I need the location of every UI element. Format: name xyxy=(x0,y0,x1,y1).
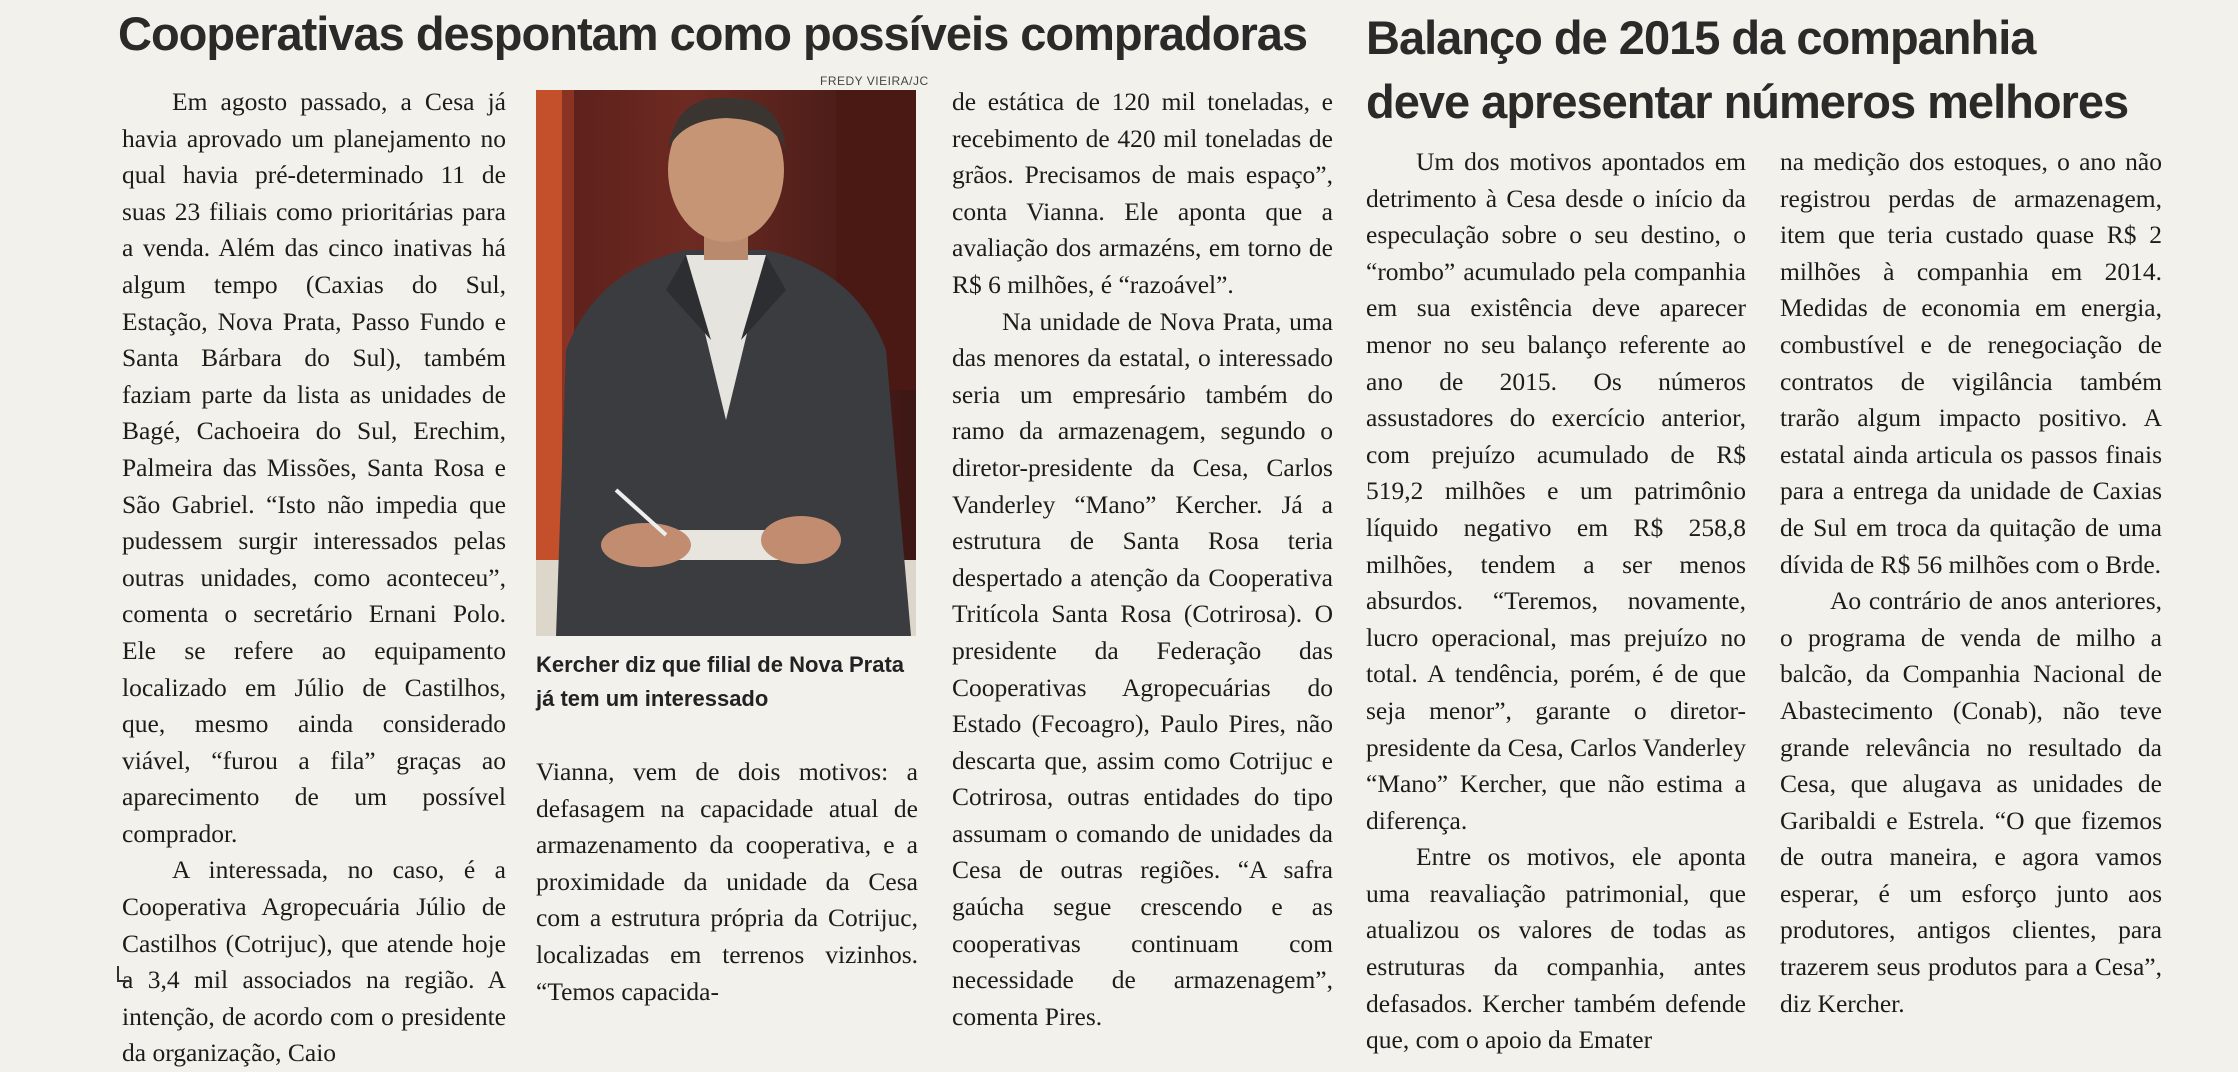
photo-man-at-desk xyxy=(536,90,916,636)
paragraph: Ao contrário de anos anteriores, o programa de venda de milho a balcão, da Companhia Nacional de Abastecimento (Conab), não teve grande relevância no resultado da Cesa, que alugava as unidades de Garibaldi e Estrela. “O que fizemos de outra maneira, e agora vamos esperar, é um esforço junto aos produtores, antigos clientes, para trazerem seus produtos para a Cesa”, diz Kercher. xyxy=(1780,586,2162,1018)
article2-headline xyxy=(1366,6,2128,134)
paragraph: A interessada, no caso, é a Cooperativa Agropecuária Júlio de Castilhos (Cotrijuc), que atende hoje a 3,4 mil associados na região. A intenção, de acordo com o presidente da organização, Caio xyxy=(122,855,506,1068)
paragraph: Em agosto passado, a Cesa já havia aprovado um planejamento no qual havia pré-determinado 11 de suas 23 filiais como prioritárias para a venda. Além das cinco inativas há algum tempo (Caxias do Sul, Estação, Nova Prata, Passo Fundo e Santa Bárbara do Sul), também faziam parte da lista as unidades de Bagé, Cachoeira do Sul, Erechim, Palmeira das Missões, Santa Rosa e São Gabriel. “Isto não impedia que pudessem surgir interessados pelas outras unidades, como aconteceu”, comenta o secretário Ernani Polo. Ele se refere ao equipamento localizado em Júlio de Castilhos, que, mesmo ainda considerado viável, “furou a fila” graças ao aparecimento de um possível comprador. xyxy=(122,87,506,848)
paragraph: Na unidade de Nova Prata, uma das menores da estatal, o interessado seria um empresário também do ramo da armazenagem, segundo o diretor-presidente da Cesa, Carlos Vanderley “Mano” Kercher. Já a estrutura de Santa Rosa teria despertado a atenção da Cooperativa Tritícola Santa Rosa (Cotrirosa). O presidente da Federação das Cooperativas Agropecuárias do Estado (Fecoagro), Paulo Pires, não descarta que, assim como Cotrijuc e Cotrirosa, outras entidades do tipo assumam o comando de unidades da Cesa de outras regiões. “A safra gaúcha segue crescendo e as cooperativas continuam com necessidade de armazenagem”, comenta Pires. xyxy=(952,306,1333,1031)
article1-column-3 xyxy=(952,84,1333,1035)
article2-headline-line2: deve apresentar números melhores xyxy=(1366,75,2129,128)
photo-caption: Kercher diz que filial de Nova Prata já tem um interessado xyxy=(536,652,905,711)
paragraph: Vianna, vem de dois motivos: a defasagem na capacidade atual de armazenamento da cooperativa, e a proximidade da unidade da Cesa com a estrutura própria da Cotrijuc, localizadas em terrenos vizinhos. “Temos capacida- xyxy=(536,757,918,1006)
paragraph: na medição dos estoques, o ano não registrou perdas de armazenagem, item que teria custado quase R$ 2 milhões à companhia em 2014. Medidas de economia em energia, combustível e de renegociação de contratos de vigilância também trarão algum impacto positivo. A estatal ainda articula os passos finais para a entrega da unidade de Caxias de Sul em troca da quitação de uma dívida de R$ 56 milhões com o Brde. xyxy=(1780,147,2162,579)
portrait-illustration xyxy=(536,90,916,636)
paragraph: de estática de 120 mil toneladas, e recebimento de 420 mil toneladas de grãos. Precisamos de mais espaço”, conta Vianna. Ele aponta que a avaliação dos armazéns, em torno de R$ 6 milhões, é “razoável”. xyxy=(952,87,1333,299)
paragraph: Entre os motivos, ele aponta uma reavaliação patrimonial, que atualizou os valores de todas as estruturas da companhia, antes defasados. Kercher também defende que, com o apoio da Emater xyxy=(1366,842,1746,1055)
article2-column-2 xyxy=(1780,144,2162,1022)
article1-column-2 xyxy=(536,754,918,1010)
article1-headline: Cooperativas despontam como possíveis compradoras xyxy=(118,7,1308,60)
photo-credit: FREDY VIEIRA/JC xyxy=(820,74,929,88)
article2-headline-line1: Balanço de 2015 da companhia xyxy=(1366,11,2036,64)
column-end-mark xyxy=(117,966,129,982)
article2-column-1 xyxy=(1366,144,1746,1059)
paragraph: Um dos motivos apontados em detrimento à Cesa desde o início da especulação sobre o seu destino, o “rombo” acumulado pela companhia em sua existência deve aparecer menor no seu balanço referente ao ano de 2015. Os números assustadores do exercício anterior, com prejuízo acumulado de R$ 519,2 milhões e um patrimônio líquido negativo em R$ 258,8 milhões, tendem a ser menos absurdos. “Teremos, novamente, lucro operacional, mas prejuízo no total. A tendência, porém, é de que seja menor”, garante o diretor-presidente da Cesa, Carlos Vanderley “Mano” Kercher, que não estima a diferença. xyxy=(1366,147,1746,835)
article1-column-1 xyxy=(122,84,506,1072)
